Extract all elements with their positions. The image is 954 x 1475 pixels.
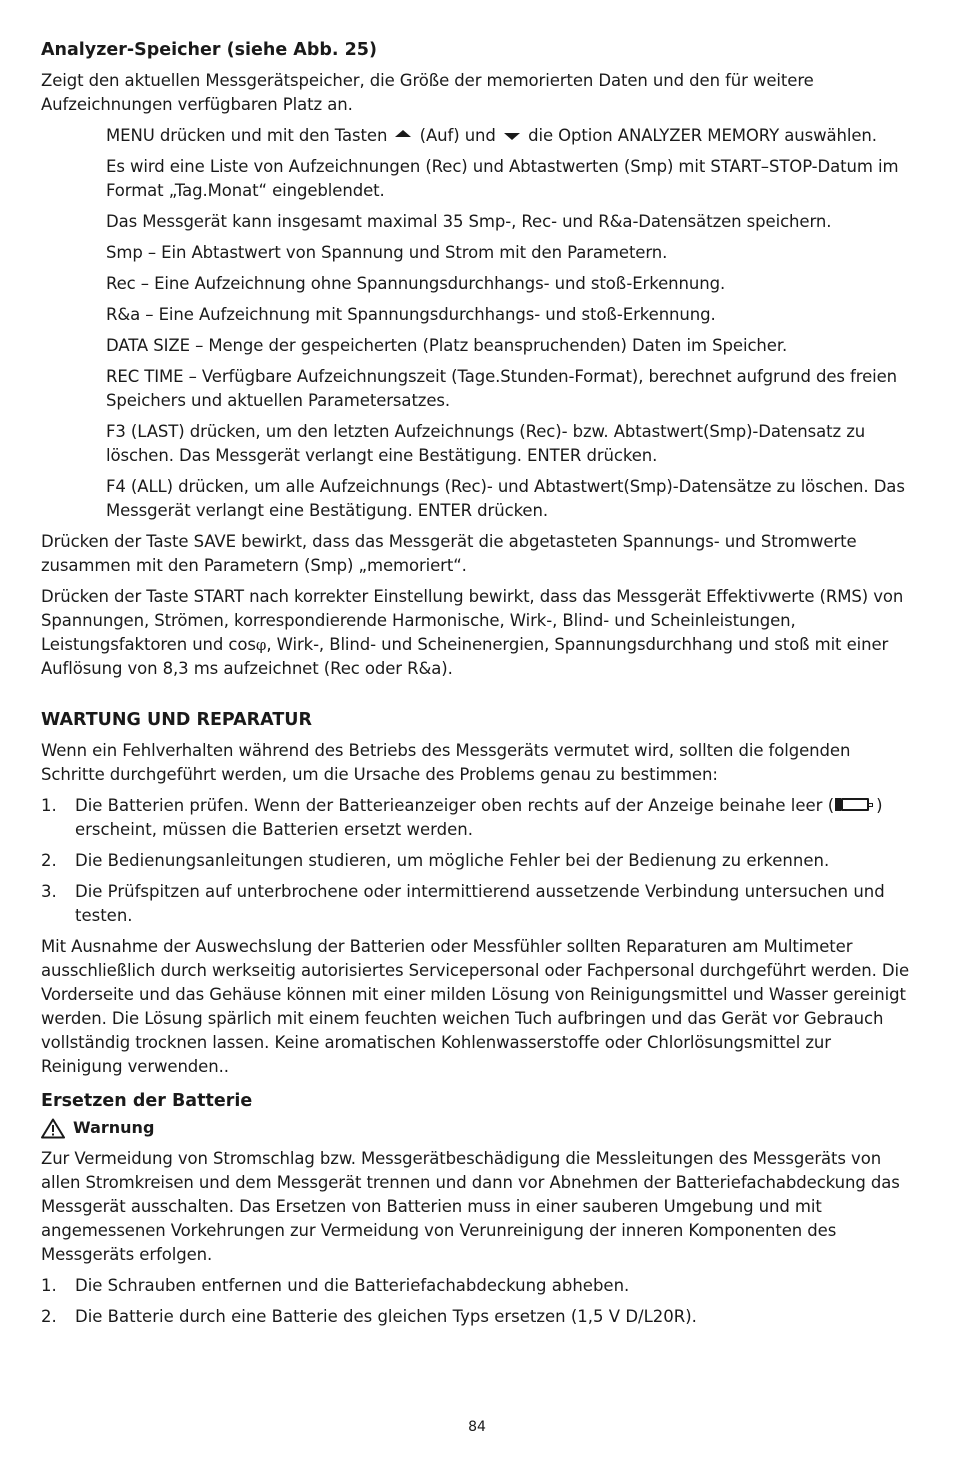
step1-text-a: Die Batterien prüfen. Wenn der Batterieanzeiger oben rechts auf der Anzeige beinahe leer ( — [75, 796, 835, 815]
step-number: 3. — [41, 882, 57, 901]
step-text: Die Prüfspitzen auf unterbrochene oder intermittierend aussetzende Verbindung untersuchen und testen. — [75, 882, 885, 925]
page-number: 84 — [468, 1419, 486, 1435]
maintenance-intro: Wenn ein Fehlverhalten während des Betriebs des Messgeräts vermutet wird, sollten die folgenden Schritte durchgeführt werden, um die Ursache des Problems genau zu bestimmen: — [41, 741, 851, 784]
warning-paragraph: Zur Vermeidung von Stromschlag bzw. Messgerätbeschädigung die Messleitungen des Messgeräts von allen Stromkreisen und dem Messgerät trennen und dann vor Abnehmen der Batteriefachabdeckung das Messgerät ausschalten. Das Ersetzen von Batterien muss in einer sauberen Umgebung und mit angemessenen Vorkehrungen zur Vermeidung von Verunreinigung der inneren Komponenten des Messgeräts erfolgen. — [41, 1149, 900, 1264]
down-arrow-icon — [504, 133, 520, 140]
battery-low-icon — [835, 797, 875, 813]
warning-label-text: Warnung — [73, 1118, 155, 1137]
analyzer-item: Es wird eine Liste von Aufzeichnungen (Rec) und Abtastwerten (Smp) mit START–STOP-Datum im Format „Tag.Monat“ eingeblendet. — [106, 157, 899, 200]
cleaning-paragraph: Mit Ausnahme der Auswechslung der Batterien oder Messfühler sollten Reparaturen am Multimeter ausschließlich durch werkseitig autorisiertes Servicepersonal oder Fachpersonal durchgeführt werden. Die Vorderseite und das Gehäuse können mit einer milden Lösung von Reinigungsmittel und Wasser gereinigt werden. Die Lösung spärlich mit einem feuchten weichen Tuch aufbringen und das Gerät vor Gebrauch vollständig trocknen lassen. Keine aromatischen Kohlenwasserstoffe oder Chlorlösungsmittel zur Reinigung verwenden.. — [41, 937, 910, 1076]
step-number: 1. — [41, 1276, 57, 1295]
menu-text-suffix: die Option ANALYZER MEMORY auswählen. — [528, 126, 877, 145]
analyzer-intro: Zeigt den aktuellen Messgerätspeicher, die Größe der memorierten Daten und den für weitere Aufzeichnungen verfügbaren Platz an. — [41, 71, 814, 114]
menu-text-up: (Auf) und — [419, 126, 496, 145]
start-paragraph-text-a: Drücken der Taste START nach korrekter Einstellung bewirkt, dass das Messgerät Effektivwerte (RMS) von Spannungen, Strömen, korrespondierende Harmonische, Wirk-, Blind- und Scheinleistungen, Leistungsfaktoren und cos — [41, 587, 904, 654]
step-text: Die Batterie durch eine Batterie des gleichen Typs ersetzen (1,5 V D/L20R). — [75, 1307, 697, 1326]
battery-step — [41, 1305, 916, 1329]
up-arrow-icon — [395, 130, 411, 137]
section-heading-battery: Ersetzen der Batterie — [41, 1091, 253, 1111]
battery-step — [41, 1274, 916, 1298]
analyzer-item: Smp – Ein Abtastwert von Spannung und Strom mit den Parametern. — [106, 243, 668, 262]
manual-page — [41, 38, 916, 1329]
maintenance-step — [41, 794, 916, 842]
step-number: 2. — [41, 1307, 57, 1326]
step1-text-b: ) erscheint, müssen die Batterien ersetzt werden. — [75, 796, 883, 839]
section-heading-analyzer-memory: Analyzer-Speicher (siehe Abb. 25) — [41, 40, 377, 60]
analyzer-item: Rec – Eine Aufzeichnung ohne Spannungsdurchhangs- und stoß-Erkennung. — [106, 274, 726, 293]
section-heading-maintenance: WARTUNG UND REPARATUR — [41, 710, 312, 730]
warning-label — [41, 1116, 916, 1140]
step-text: Die Bedienungsanleitungen studieren, um mögliche Fehler bei der Bedienung zu erkennen. — [75, 851, 830, 870]
step-number: 1. — [41, 796, 57, 815]
analyzer-menu-instruction — [41, 124, 916, 148]
save-paragraph: Drücken der Taste SAVE bewirkt, dass das Messgerät die abgetasteten Spannungs- und Stromwerte zusammen mit den Parametern (Smp) „memoriert“. — [41, 532, 857, 575]
step-text: Die Schrauben entfernen und die Batteriefachabdeckung abheben. — [75, 1276, 630, 1295]
maintenance-step — [41, 880, 916, 928]
analyzer-item: R&a – Eine Aufzeichnung mit Spannungsdurchhangs- und stoß-Erkennung. — [106, 305, 716, 324]
step-text — [75, 794, 916, 842]
start-paragraph-text-b: , Wirk-, Blind- und Scheinenergien, Spannungsdurchhang und stoß mit einer Auflösung von 8,3 ms aufzeichnet (Rec oder R&a). — [41, 635, 889, 678]
analyzer-item: REC TIME – Verfügbare Aufzeichnungszeit (Tage.Stunden-Format), berechnet aufgrund des freien Speichers und aktuellen Parametersatzes. — [106, 367, 898, 410]
analyzer-item: F4 (ALL) drücken, um alle Aufzeichnungs (Rec)- und Abtastwert(Smp)-Datensätze zu löschen. Das Messgerät verlangt eine Bestätigung. ENTER drücken. — [106, 477, 905, 520]
phi-symbol: φ — [255, 636, 267, 654]
analyzer-item: DATA SIZE – Menge der gespeicherten (Platz beanspruchenden) Daten im Speicher. — [106, 336, 788, 355]
analyzer-item: F3 (LAST) drücken, um den letzten Aufzeichnungs (Rec)- bzw. Abtastwert(Smp)-Datensatz zu löschen. Das Messgerät verlangt eine Bestätigung. ENTER drücken. — [106, 422, 866, 465]
start-paragraph — [41, 585, 916, 681]
menu-text-prefix: MENU drücken und mit den Tasten — [106, 126, 388, 145]
step-number: 2. — [41, 851, 57, 870]
warning-triangle-icon — [41, 1118, 65, 1139]
maintenance-step — [41, 849, 916, 873]
analyzer-item: Das Messgerät kann insgesamt maximal 35 Smp-, Rec- und R&a-Datensätzen speichern. — [106, 212, 832, 231]
